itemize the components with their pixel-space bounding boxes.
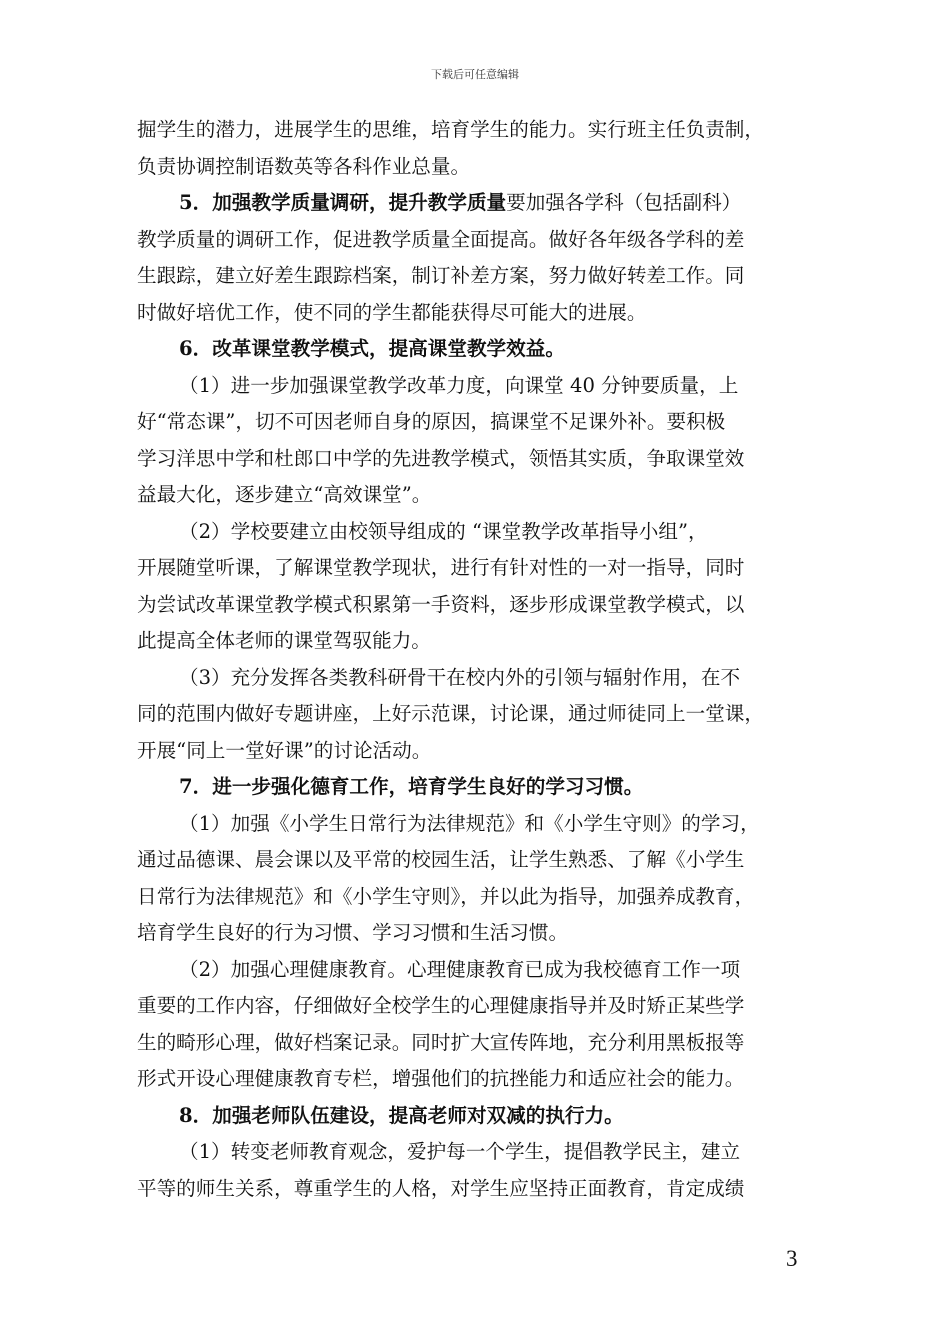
paragraph-text: （2）学校要建立由校领导组成的 “课堂教学改革指导小组”， <box>179 519 708 543</box>
text-line <box>137 952 837 989</box>
text-line <box>137 1025 837 1062</box>
text-line <box>137 185 837 222</box>
section-heading-text: 6．改革课堂教学模式，提高课堂教学效益。 <box>179 337 565 360</box>
text-line <box>137 1171 837 1208</box>
text-line <box>137 915 837 952</box>
paragraph-text: 生的畸形心理，做好档案记录。同时扩大宣传阵地，充分利用黑板报等 <box>137 1030 745 1054</box>
paragraph-text: 开展“同上一堂好课”的讨论活动。 <box>137 738 432 762</box>
section-heading <box>137 1098 837 1135</box>
text-line <box>137 258 837 295</box>
text-line <box>137 879 837 916</box>
page-number: 3 <box>786 1246 798 1271</box>
paragraph-text: 益最大化，逐步建立“高效课堂”。 <box>137 483 432 506</box>
text-line <box>137 806 837 843</box>
paragraph-text: 通过品德课、晨会课以及平常的校园生活，让学生熟悉、了解《小学生 <box>137 848 745 871</box>
text-line <box>137 514 837 551</box>
paragraph-text: 日常行为法律规范》和《小学生守则》，并以此为指导，加强养成教育， <box>137 884 755 908</box>
text-line <box>137 441 837 478</box>
text-line <box>137 368 837 405</box>
paragraph-text: 负责协调控制语数英等各科作业总量。 <box>137 154 471 178</box>
text-line <box>137 1061 837 1098</box>
text-line <box>137 988 837 1025</box>
paragraph-text: 形式开设心理健康教育专栏，增强他们的抗挫能力和适应社会的能力。 <box>137 1067 745 1090</box>
section-heading-text: 8．加强老师队伍建设，提高老师对双减的执行力。 <box>179 1103 624 1127</box>
paragraph-text: （1）转变老师教育观念，爱护每一个学生，提倡教学民主，建立 <box>179 1140 741 1163</box>
text-line <box>137 587 837 624</box>
paragraph-text: 要加强各学科（包括副科） <box>506 191 742 214</box>
text-line <box>137 295 837 332</box>
text-line <box>137 623 837 660</box>
paragraph-text: 好“常态课”，切不可因老师自身的原因，搞课堂不足课外补。要积极 <box>137 410 726 433</box>
paragraph-text: 培育学生良好的行为习惯、学习习惯和生活习惯。 <box>137 921 569 944</box>
paragraph-text: 教学质量的调研工作，促进教学质量全面提高。做好各年级各学科的差 <box>137 227 745 251</box>
text-line <box>137 112 837 149</box>
paragraph-text: （2）加强心理健康教育。心理健康教育已成为我校德育工作一项 <box>179 957 741 981</box>
text-line <box>137 550 837 587</box>
document-body <box>137 112 837 1207</box>
paragraph-text: 开展随堂听课，了解课堂教学现状，进行有针对性的一对一指导，同时 <box>137 556 745 579</box>
text-line <box>137 660 837 697</box>
paragraph-text: 为尝试改革课堂教学模式积累第一手资料，逐步形成课堂教学模式，以 <box>137 592 745 616</box>
paragraph-text: 平等的师生关系，尊重学生的人格，对学生应坚持正面教育，肯定成绩 <box>137 1176 745 1200</box>
paragraph-text: （1）进一步加强课堂教学改革力度，向课堂 40 分钟要质量，上 <box>179 373 739 397</box>
text-line <box>137 477 837 514</box>
page-header: 下载后可任意编辑 <box>431 68 519 81</box>
section-heading-text: 5．加强教学质量调研，提升教学质量 <box>179 191 507 214</box>
text-line <box>137 696 837 733</box>
text-line <box>137 149 837 186</box>
paragraph-text: 生跟踪，建立好差生跟踪档案，制订补差方案，努力做好转差工作。同 <box>137 264 745 287</box>
paragraph-text: 此提高全体老师的课堂驾驭能力。 <box>137 629 431 652</box>
section-heading-text: 7．进一步强化德育工作，培育学生良好的学习习惯。 <box>179 775 644 798</box>
section-heading <box>137 769 837 806</box>
text-line <box>137 733 837 770</box>
text-line <box>137 842 837 879</box>
paragraph-text: 重要的工作内容，仔细做好全校学生的心理健康指导并及时矫正某些学 <box>137 994 745 1017</box>
text-line <box>137 404 837 441</box>
paragraph-text: （1）加强《小学生日常行为法律规范》和《小学生守则》的学习， <box>179 811 760 835</box>
paragraph-text: 学习洋思中学和杜郎口中学的先进教学模式，领悟其实质，争取课堂效 <box>137 446 745 470</box>
paragraph-text: （3）充分发挥各类教科研骨干在校内外的引领与辐射作用，在不 <box>179 665 741 689</box>
paragraph-text: 同的范围内做好专题讲座，上好示范课，讨论课，通过师徒同上一堂课， <box>137 702 764 725</box>
text-line <box>137 1134 837 1171</box>
paragraph-text: 时做好培优工作，使不同的学生都能获得尽可能大的进展。 <box>137 300 647 324</box>
text-line <box>137 222 837 259</box>
paragraph-text: 掘学生的潜力，进展学生的思维，培育学生的能力。实行班主任负责制， <box>137 118 764 141</box>
section-heading <box>137 331 837 368</box>
